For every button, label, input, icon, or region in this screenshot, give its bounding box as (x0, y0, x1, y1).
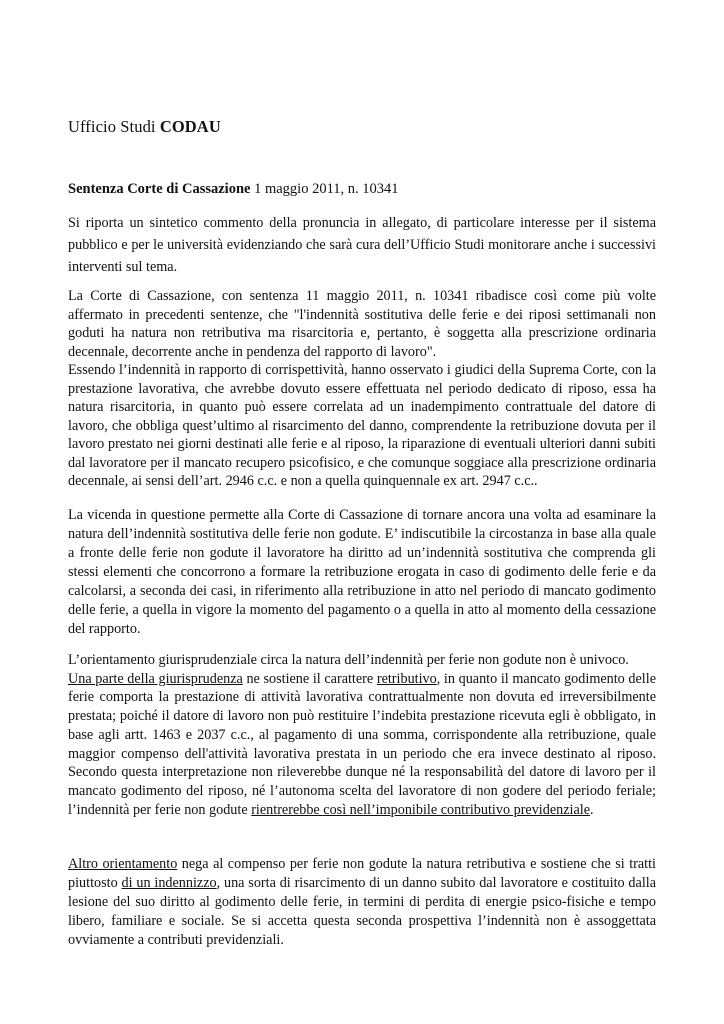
header-prefix: Ufficio Studi (68, 117, 160, 136)
orientation-underline-1: Una parte della giurisprudenza (68, 670, 243, 687)
ruling-title-bold: Sentenza Corte di Cassazione (68, 181, 251, 197)
paragraph-court-ruling-reasoning: Essendo l’indennità in rapporto di corrispettività, hanno osservato i giudici della Suprema Corte, con la prestazione lavorativa, che avrebbe dovuto essere effettuata nel periodo dedicato di riposo, essa ha natura risarcitoria, in quanto può essere correlata ad un inadempimento contrattuale del datore di lavoro, che obbliga quest’ultimo al risarcimento del danno, comprendente la retribuzione dovuta per il lavoro prestato nei giorni destinati alle ferie e al riposo, la riparazione di eventuali ulteriori danni subiti dal lavoratore per il mancato recupero psicofisico, e che comunque soggiace alla prescrizione ordinaria decennale, ai sensi dell’art. 2946 c.c. e non a quella quinquennale ex art. 2947 c.c.. (68, 362, 656, 489)
ruling-title (68, 181, 399, 198)
orientation-underline-3: rientrerebbe così nell’imponibile contributivo previdenziale (251, 801, 591, 818)
ruling-title-date: 1 maggio 2011, n. 10341 (250, 181, 399, 197)
orientation-text-3: . (590, 801, 594, 818)
orientation-lead: L’orientamento giurisprudenziale circa la natura dell’indennità per ferie non godute non è univoco. (68, 652, 629, 668)
orientation-underline-2: retributivo (376, 670, 437, 687)
paragraph-court-ruling-quote: La Corte di Cassazione, con sentenza 11 maggio 2011, n. 10341 ribadisce così come più volte affermato in precedenti sentenze, che "l'indennità sostitutiva delle ferie e dei riposi settimanali non goduti ha natura non retributiva ma risarcitoria e, pertanto, è soggetta alla prescrizione ordinaria decennale, decorrente anche in pendenza del rapporto di lavoro". (68, 288, 656, 360)
other-orientation-text-1: nega al compenso per ferie non godute la natura retributiva e sostiene che si tratti piuttosto (68, 856, 656, 891)
intro-paragraph: Si riporta un sintetico commento della pronuncia in allegato, di particolare interesse per il sistema pubblico e per le università evidenziando che sarà cura dell’Ufficio Studi monitorare anche i successivi interventi sul tema. (68, 215, 656, 275)
paragraph-orientation (68, 651, 656, 819)
other-orientation-text-2: , una sorta di risarcimento di un danno subito dal lavoratore e costituito dalla lesione del suo diritto al godimento delle ferie, in termini di perdita di energie psico-fisiche e tempo libero, familiare e sociale. Se si accetta questa seconda prospettiva l’indennità non è assoggettata ovviamente a contributi previdenziali. (68, 875, 657, 948)
paragraph-case: La vicenda in questione permette alla Corte di Cassazione di tornare ancora una volta ad esaminare la natura dell’indennità sostitutiva delle ferie non godute. E’ indiscutibile la circostanza in base alla quale a fronte delle ferie non godute il lavoratore ha diritto ad un’indennità sostitutiva che comprenda gli stessi elementi che concorrono a formare la retribuzione erogata in caso di godimento delle ferie e da calcolarsi, a seconda dei casi, in riferimento alla retribuzione in atto nel periodo di mancato godimento delle ferie, a quella in vigore la momento del pagamento o a quella in atto al momento della cessazione del rapporto. (68, 507, 656, 637)
office-header (68, 117, 221, 137)
other-orientation-underline-2: di un indennizzo (121, 875, 217, 891)
other-orientation-underline-1: Altro orientamento (68, 856, 178, 872)
orientation-text-1: ne sostiene il carattere (242, 670, 377, 687)
header-org: CODAU (159, 117, 221, 136)
orientation-text-2: , in quanto il mancato godimento delle ferie comporta la prestazione di attività lavorativa contrattualmente non dovuta ed irreversibilmente prestata; poiché il datore di lavoro non può restituire l’indebita prestazione ricevuta egli è obbligato, in base agli artt. 1463 e 2037 c.c., al pagamento di una somma, corrispondente alla retribuzione, quale maggior compenso dell'attività lavorativa prestata in un periodo che era invece destinato al riposo. Secondo questa interpretazione non rileverebbe dunque né la responsabilità del datore di lavoro per il mancato godimento del riposo, né l’autonoma scelta del lavoratore di non godere del periodo feriale; l’indennità per ferie non godute (68, 670, 656, 818)
paragraph-other-orientation (68, 855, 656, 950)
paragraph-court-ruling (68, 287, 656, 491)
